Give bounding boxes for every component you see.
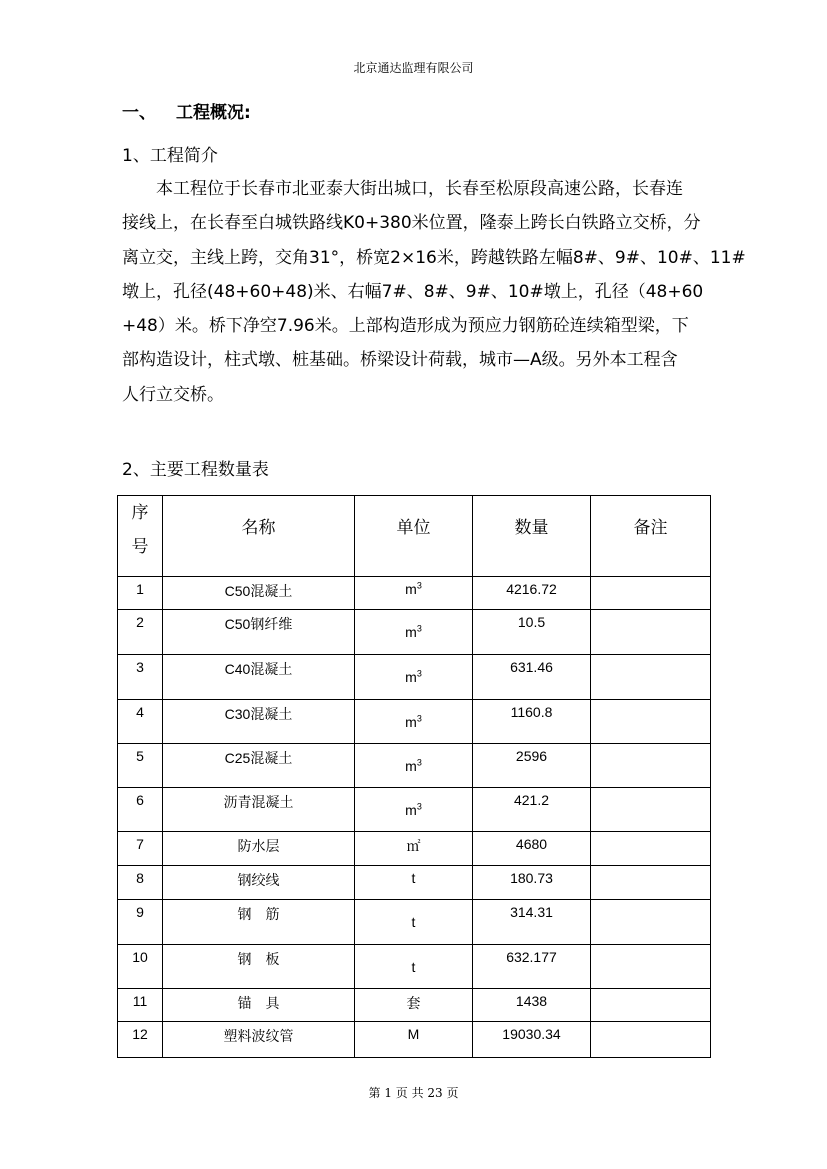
unit-text: t	[411, 959, 416, 975]
table-row	[118, 989, 711, 1022]
unit-text: t	[411, 914, 416, 930]
cell-qty: 19030.34	[473, 1022, 591, 1058]
paragraph-line: 接线上，在长春至白城铁路线K0+380米位置，隆泰上跨长白铁路立交桥，分	[122, 213, 701, 234]
subheading-quantities: 2、主要工程数量表	[122, 460, 269, 480]
paragraph-line: 墩上，孔径(48+60+48)米、右幅7#、8#、9#、10#墩上，孔径（48+60	[122, 281, 704, 302]
cell-name: C50钢纤维	[163, 610, 355, 655]
cell-name: C25混凝土	[163, 744, 355, 788]
table-row	[118, 832, 711, 866]
cell-note	[591, 900, 711, 945]
cell-name: 钢绞线	[163, 866, 355, 900]
cell-note	[591, 866, 711, 900]
paragraph-line: 离立交，主线上跨，交角31°，桥宽2×16米，跨越铁路左幅8#、9#、10#、11#	[122, 247, 746, 268]
cell-unit	[355, 866, 473, 900]
table-row	[118, 1022, 711, 1058]
cell-qty: 632.177	[473, 945, 591, 989]
cell-seq: 10	[118, 945, 163, 989]
cell-qty: 314.31	[473, 900, 591, 945]
cell-seq: 12	[118, 1022, 163, 1058]
cell-note	[591, 989, 711, 1022]
cell-name: C40混凝土	[163, 655, 355, 700]
unit-text: m	[405, 581, 417, 597]
cell-seq: 1	[118, 577, 163, 610]
cell-note	[591, 1022, 711, 1058]
table-row	[118, 577, 711, 610]
table-row	[118, 900, 711, 945]
table-row	[118, 700, 711, 744]
cell-seq: 8	[118, 866, 163, 900]
cell-seq: 3	[118, 655, 163, 700]
cell-note	[591, 700, 711, 744]
cell-note	[591, 832, 711, 866]
cell-note	[591, 610, 711, 655]
unit-text: m	[405, 624, 417, 640]
cell-name: 钢 板	[163, 945, 355, 989]
unit-sup: 3	[416, 668, 422, 679]
unit-text: 套	[406, 995, 421, 1011]
unit-sup: 3	[416, 801, 422, 812]
cell-unit	[355, 832, 473, 866]
table-row	[118, 945, 711, 989]
cell-name: 塑料波纹管	[163, 1022, 355, 1058]
cell-note	[591, 577, 711, 610]
cell-unit	[355, 744, 473, 788]
intro-paragraph	[122, 172, 746, 412]
cell-unit	[355, 945, 473, 989]
quantity-table	[117, 495, 711, 1058]
header-note: 备注	[591, 496, 711, 577]
cell-seq: 6	[118, 788, 163, 832]
cell-unit	[355, 900, 473, 945]
cell-qty: 180.73	[473, 866, 591, 900]
cell-unit	[355, 700, 473, 744]
cell-name: 锚 具	[163, 989, 355, 1022]
page-footer: 第 1 页 共 23 页	[368, 1086, 459, 1100]
cell-note	[591, 788, 711, 832]
cell-unit	[355, 577, 473, 610]
paragraph-line: 本工程位于长春市北亚泰大街出城口，长春至松原段高速公路，长春连	[122, 179, 683, 199]
cell-seq: 5	[118, 744, 163, 788]
cell-name: 沥青混凝土	[163, 788, 355, 832]
table-row	[118, 788, 711, 832]
unit-sup: 3	[416, 623, 422, 634]
cell-qty: 631.46	[473, 655, 591, 700]
header-unit: 单位	[355, 496, 473, 577]
cell-name: 钢 筋	[163, 900, 355, 945]
unit-text: m	[405, 714, 417, 730]
cell-seq: 2	[118, 610, 163, 655]
cell-qty: 1438	[473, 989, 591, 1022]
header-seq-top: 序	[131, 503, 149, 522]
table-row	[118, 744, 711, 788]
cell-unit	[355, 655, 473, 700]
cell-qty: 2596	[473, 744, 591, 788]
cell-note	[591, 655, 711, 700]
paragraph-line: +48）米。桥下净空7.96米。上部构造形成为预应力钢筋砼连续箱型梁，下	[122, 316, 689, 337]
section-heading	[122, 98, 251, 123]
unit-sup: 3	[416, 713, 422, 724]
cell-qty: 4680	[473, 832, 591, 866]
section-number: 一、	[122, 103, 156, 123]
section-title: 工程概况:	[176, 103, 251, 123]
cell-qty: 4216.72	[473, 577, 591, 610]
cell-seq: 4	[118, 700, 163, 744]
cell-name: 防水层	[163, 832, 355, 866]
cell-qty: 421.2	[473, 788, 591, 832]
cell-seq: 11	[118, 989, 163, 1022]
header-seq	[118, 496, 163, 577]
paragraph-line: 部构造设计，柱式墩、桩基础。桥梁设计荷载，城市—A级。另外本工程含	[122, 350, 678, 371]
cell-seq: 7	[118, 832, 163, 866]
unit-text: m	[405, 758, 417, 774]
cell-seq: 9	[118, 900, 163, 945]
table-header-row	[118, 496, 711, 577]
unit-sup: 3	[416, 580, 422, 591]
unit-text: t	[411, 870, 416, 886]
page-header: 北京通达监理有限公司	[353, 61, 474, 75]
header-seq-bottom: 号	[131, 537, 149, 556]
table-row	[118, 610, 711, 655]
unit-text: M	[407, 1026, 420, 1042]
cell-unit	[355, 989, 473, 1022]
cell-unit	[355, 610, 473, 655]
paragraph-line: 人行立交桥。	[122, 384, 224, 405]
cell-note	[591, 945, 711, 989]
cell-unit	[355, 788, 473, 832]
unit-text: m	[405, 802, 417, 818]
cell-unit	[355, 1022, 473, 1058]
table-row	[118, 655, 711, 700]
unit-text: m	[405, 669, 417, 685]
cell-name: C50混凝土	[163, 577, 355, 610]
cell-name: C30混凝土	[163, 700, 355, 744]
cell-qty: 1160.8	[473, 700, 591, 744]
header-qty: 数量	[473, 496, 591, 577]
unit-sup: 3	[416, 757, 422, 768]
unit-text: ㎡	[406, 838, 421, 854]
subheading-intro: 1、工程简介	[122, 146, 218, 166]
table-row	[118, 866, 711, 900]
cell-note	[591, 744, 711, 788]
header-name: 名称	[163, 496, 355, 577]
cell-qty: 10.5	[473, 610, 591, 655]
